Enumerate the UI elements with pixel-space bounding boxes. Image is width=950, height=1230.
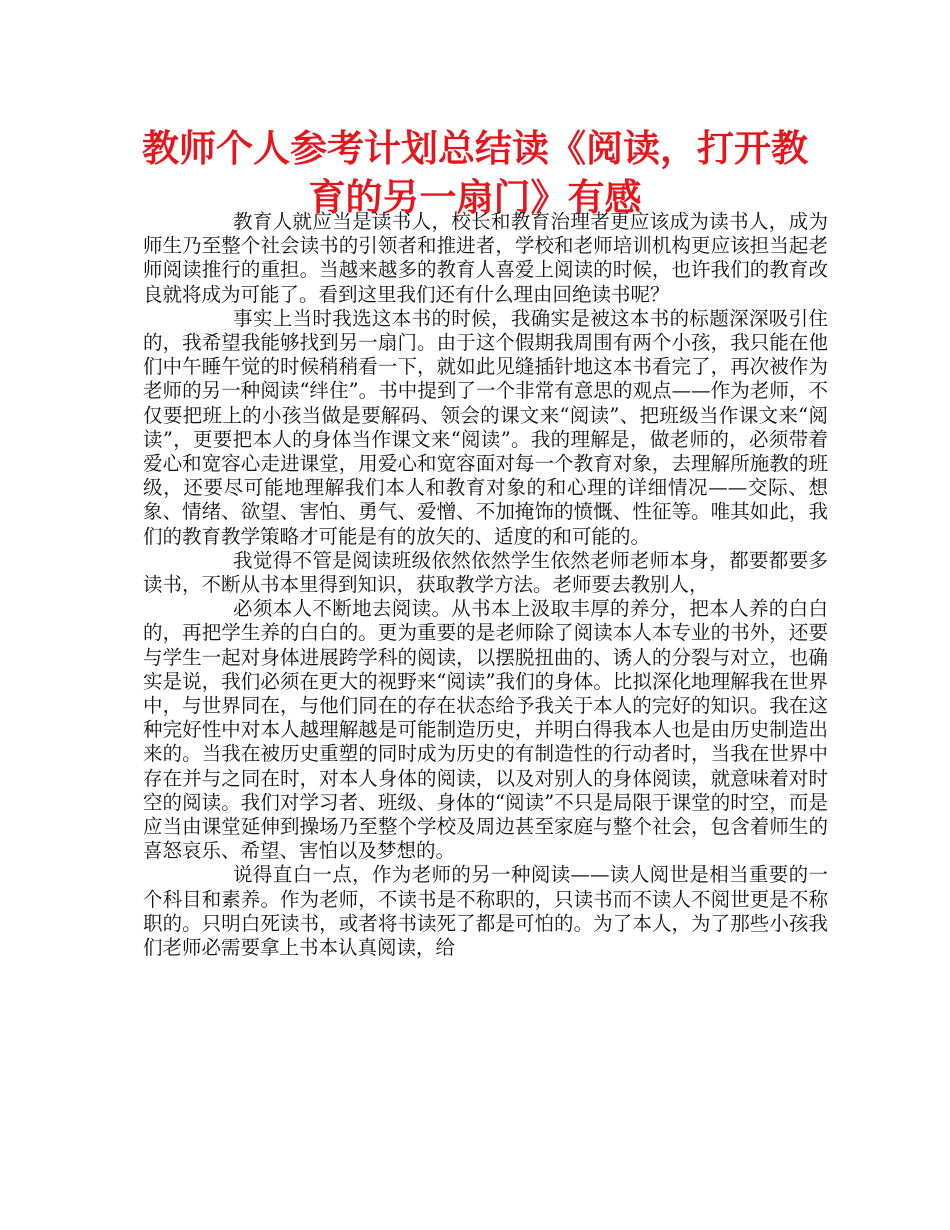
paragraph-4: 必须本人不断地去阅读。从书本上汲取丰厚的养分，把本人养的白白的，再把学生养的白白的。更为重要的是老师除了阅读本人本专业的书外，还要与学生一起对身体进展跨学科的阅读，以摆脱扭曲的、诱人的分裂与对立，也确实是说，我们必须在更大的视野来“阅读”我们的身体。比拟深化地理解我在世界中，与世界同在，与他们同在的存在状态给予我关于本人的完好的知识。我在这种完好性中对本人越理解越是可能制造历史，并明白得我本人也是由历史制造出来的。当我在被历史重塑的同时成为历史的有制造性的行动者时，当我在世界中存在并与之同在时，对本人身体的阅读，以及对别人的身体阅读，就意味着对时空的阅读。我们对学习者、班级、身体的“阅读”不只是局限于课堂的时空，而是应当由课堂延伸到操场乃至整个学校及周边甚至家庭与整个社会，包含着师生的喜怒哀乐、希望、害怕以及梦想的。	[143, 597, 828, 863]
document-body	[143, 210, 828, 960]
paragraph-5: 说得直白一点，作为老师的另一种阅读——读人阅世是相当重要的一个科目和素养。作为老师，不读书是不称职的，只读书而不读人不阅世更是不称职的。只明白死读书，或者将书读死了都是可怕的。为了本人，为了那些小孩我们老师必需要拿上书本认真阅读，给	[143, 863, 828, 960]
document-title: 教师个人参考计划总结读《阅读，打开教育的另一扇门》有感	[142, 127, 808, 219]
paragraph-2: 事实上当时我选这本书的时候，我确实是被这本书的标题深深吸引住的，我希望我能够找到另一扇门。由于这个假期我周围有两个小孩，我只能在他们中午睡午觉的时候稍稍看一下，就如此见缝插针地这本书看完了，再次被作为老师的另一种阅读“绊住”。书中提到了一个非常有意思的观点——作为老师，不仅要把班上的小孩当做是要解码、领会的课文来“阅读”、把班级当作课文来“阅读”，更要把本人的身体当作课文来“阅读”。我的理解是，做老师的，必须带着爱心和宽容心走进课堂，用爱心和宽容面对每一个教育对象，去理解所施教的班级，还要尽可能地理解我们本人和教育对象的和心理的详细情况——交际、想象、情绪、欲望、害怕、勇气、爱憎、不加掩饰的愤慨、性征等。唯其如此，我们的教育教学策略才可能是有的放矢的、适度的和可能的。	[143, 306, 828, 548]
paragraph-1: 教育人就应当是读书人，校长和教育治理者更应该成为读书人，成为师生乃至整个社会读书的引领者和推进者，学校和老师培训机构更应该担当起老师阅读推行的重担。当越来越多的教育人喜爱上阅读的时候，也许我们的教育改良就将成为可能了。看到这里我们还有什么理由回绝读书呢？	[143, 210, 828, 306]
paragraph-3: 我觉得不管是阅读班级依然依然学生依然老师老师本身，都要都要多读书，不断从书本里得到知识，获取教学方法。老师要去教别人，	[143, 548, 828, 597]
